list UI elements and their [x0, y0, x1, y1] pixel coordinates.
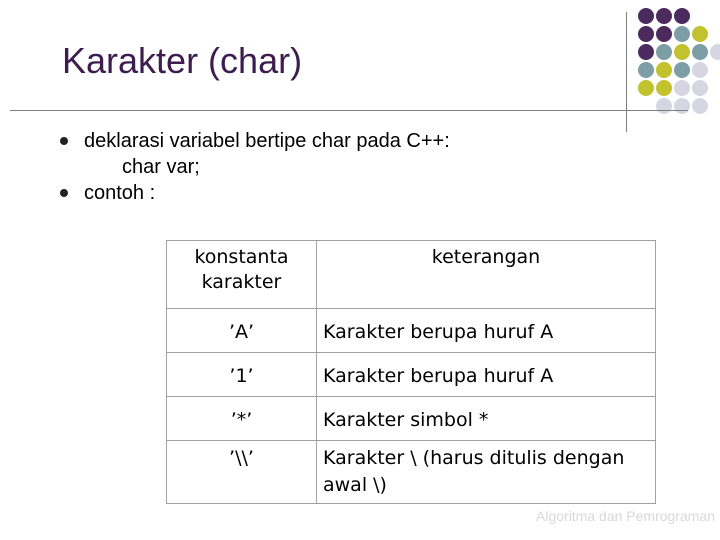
bullet-item — [60, 128, 450, 180]
page-title: Karakter (char) — [62, 40, 303, 81]
column-header: keterangan — [317, 241, 656, 309]
table-cell: ’*’ — [167, 397, 317, 441]
table-cell: Karakter berupa huruf A — [317, 309, 656, 353]
table-cell: Karakter berupa huruf A — [317, 353, 656, 397]
decorative-dot — [674, 8, 690, 24]
decorative-dot — [692, 98, 708, 114]
char-constants-table — [166, 240, 656, 504]
footer-text: Algoritma dan Pemrograman — [536, 508, 715, 524]
bullet-item — [60, 180, 450, 206]
decorative-dot — [656, 62, 672, 78]
column-header: konstanta karakter — [167, 241, 317, 309]
table-row — [167, 353, 656, 397]
decorative-dot — [656, 98, 672, 114]
decorative-dot — [692, 80, 708, 96]
table-row — [167, 397, 656, 441]
table-cell: Karakter simbol * — [317, 397, 656, 441]
horizontal-divider — [10, 110, 688, 111]
decorative-dot — [674, 80, 690, 96]
vertical-divider — [626, 12, 627, 132]
decorative-dot — [674, 26, 690, 42]
bullet-icon — [60, 189, 68, 197]
table-cell: ’1’ — [167, 353, 317, 397]
decorative-dot — [638, 26, 654, 42]
decorative-dot — [656, 26, 672, 42]
decorative-dot — [674, 98, 690, 114]
decorative-dot — [656, 44, 672, 60]
table-cell: ’\\’ — [167, 441, 317, 504]
bullet-subtext: char var; — [122, 156, 200, 178]
decorative-dot — [674, 62, 690, 78]
decorative-dot — [638, 62, 654, 78]
decorative-dot — [692, 44, 708, 60]
decorative-dot — [710, 44, 720, 60]
decorative-dot — [692, 26, 708, 42]
decorative-dot — [638, 80, 654, 96]
bullet-icon — [60, 137, 68, 145]
bullet-text: contoh : — [84, 182, 156, 204]
table-header-row — [167, 241, 656, 309]
decorative-dot — [656, 8, 672, 24]
decorative-dot — [656, 80, 672, 96]
bullet-text: deklarasi variabel bertipe char pada C++: — [84, 130, 450, 152]
decorative-dot — [692, 62, 708, 78]
bullet-list — [60, 128, 450, 206]
table-row — [167, 441, 656, 504]
table-row — [167, 309, 656, 353]
decorative-dot — [638, 44, 654, 60]
decorative-dot — [674, 44, 690, 60]
decorative-dot — [638, 8, 654, 24]
table-cell: ’A’ — [167, 309, 317, 353]
table-cell: Karakter \ (harus ditulis dengan awal \) — [317, 441, 656, 504]
